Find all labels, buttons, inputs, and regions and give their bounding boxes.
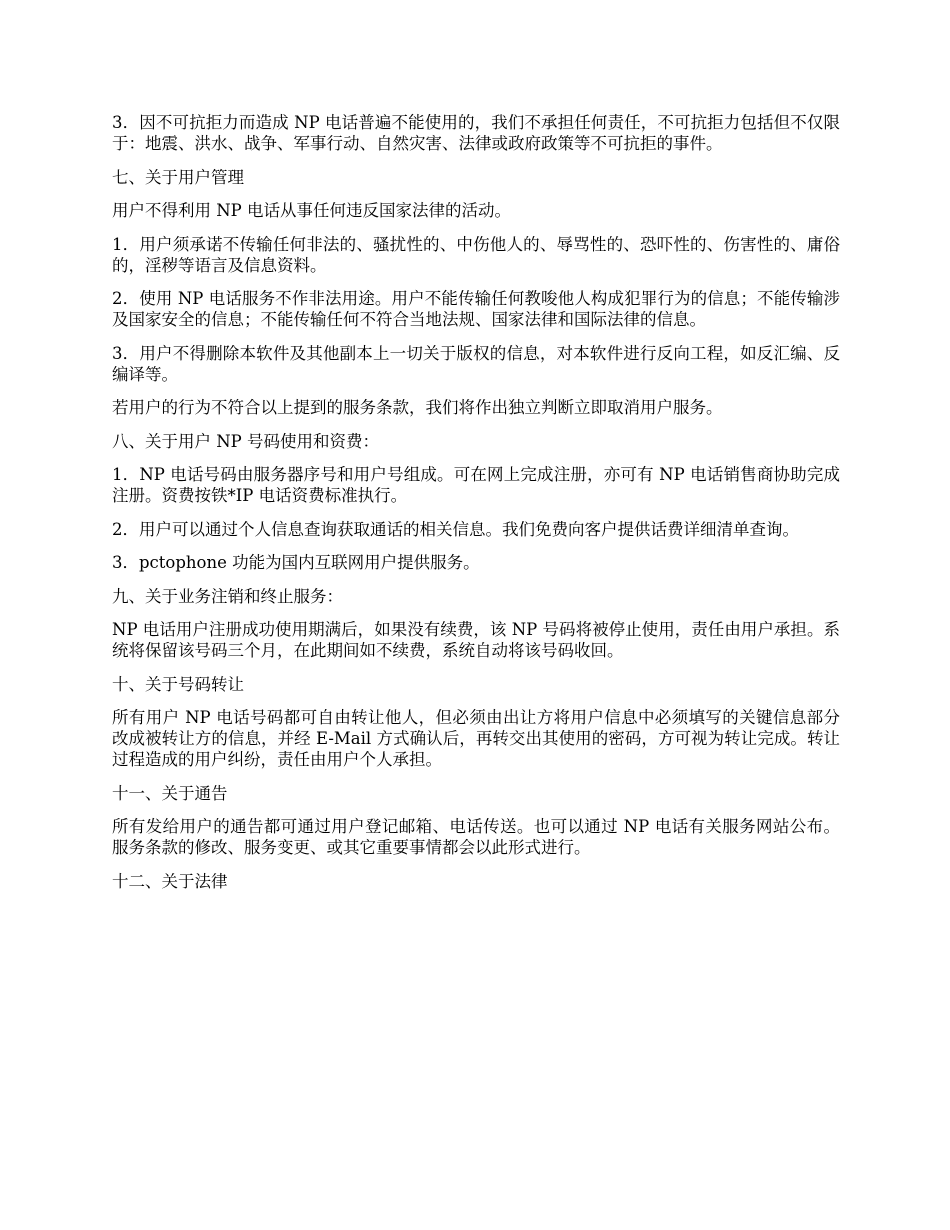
heading-notices: 十一、关于通告 xyxy=(112,783,228,803)
paragraph-transfer-rules: 所有用户 NP 电话号码都可自由转让他人，但必须由出让方将用户信息中必须填写的关键信息部分改成被转让方的信息，并经 E-Mail 方式确认后，再转交出其使用的密码，方可视为转让完成。转让过程造成的用户纠纷，责任由用户个人承担。 xyxy=(112,708,840,769)
paragraph-expiry: NP 电话用户注册成功使用期满后，如果没有续费，该 NP 号码将被停止使用，责任由用户承担。系统将保留该号码三个月，在此期间如不续费，系统自动将该号码收回。 xyxy=(112,620,840,660)
document-page xyxy=(112,112,840,904)
paragraph-pctophone: 3．pctophone 功能为国内互联网用户提供服务。 xyxy=(112,553,480,572)
heading-number-transfer: 十、关于号码转让 xyxy=(112,674,244,694)
paragraph-force-majeure: 3．因不可抗拒力而造成 NP 电话普遍不能使用的，我们不承担任何责任，不可抗拒力包括但不仅限于：地震、洪水、战争、军事行动、自然灾害、法律或政府政策等不可抗拒的事件。 xyxy=(112,113,840,153)
paragraph-notice-channels: 所有发给用户的通告都可通过用户登记邮箱、电话传送。也可以通过 NP 电话有关服务网站公布。服务条款的修改、服务变更、或其它重要事情都会以此形式进行。 xyxy=(112,817,840,857)
heading-cancellation: 九、关于业务注销和终止服务： xyxy=(112,586,343,606)
paragraph-no-illegal-use: 2．使用 NP 电话服务不作非法用途。用户不能传输任何教唆他人构成犯罪行为的信息；不能传输涉及国家安全的信息；不能传输任何不符合当地法规、国家法律和国际法律的信息。 xyxy=(112,289,840,329)
paragraph-number-composition: 1．NP 电话号码由服务器序号和用户号组成。可在网上完成注册，亦可有 NP 电话销售商协助完成注册。资费按铁*IP 电话资费标准执行。 xyxy=(112,465,840,505)
paragraph-no-harmful-content: 1．用户须承诺不传输任何非法的、骚扰性的、中伤他人的、辱骂性的、恐吓性的、伤害性的、庸俗的，淫秽等语言及信息资料。 xyxy=(112,234,840,275)
heading-number-and-fees: 八、关于用户 NP 号码使用和资费： xyxy=(112,431,380,451)
paragraph-cancel-service: 若用户的行为不符合以上提到的服务条款，我们将作出独立判断立即取消用户服务。 xyxy=(112,398,723,417)
paragraph-no-illegal-activity: 用户不得利用 NP 电话从事任何违反国家法律的活动。 xyxy=(112,201,512,220)
paragraph-copyright-info: 3．用户不得删除本软件及其他副本上一切关于版权的信息，对本软件进行反向工程，如反汇编、反编译等。 xyxy=(112,343,840,384)
heading-user-management: 七、关于用户管理 xyxy=(112,167,244,187)
paragraph-call-info-query: 2．用户可以通过个人信息查询获取通话的相关信息。我们免费向客户提供话费详细清单查询。 xyxy=(112,519,799,539)
heading-law: 十二、关于法律 xyxy=(112,871,228,891)
